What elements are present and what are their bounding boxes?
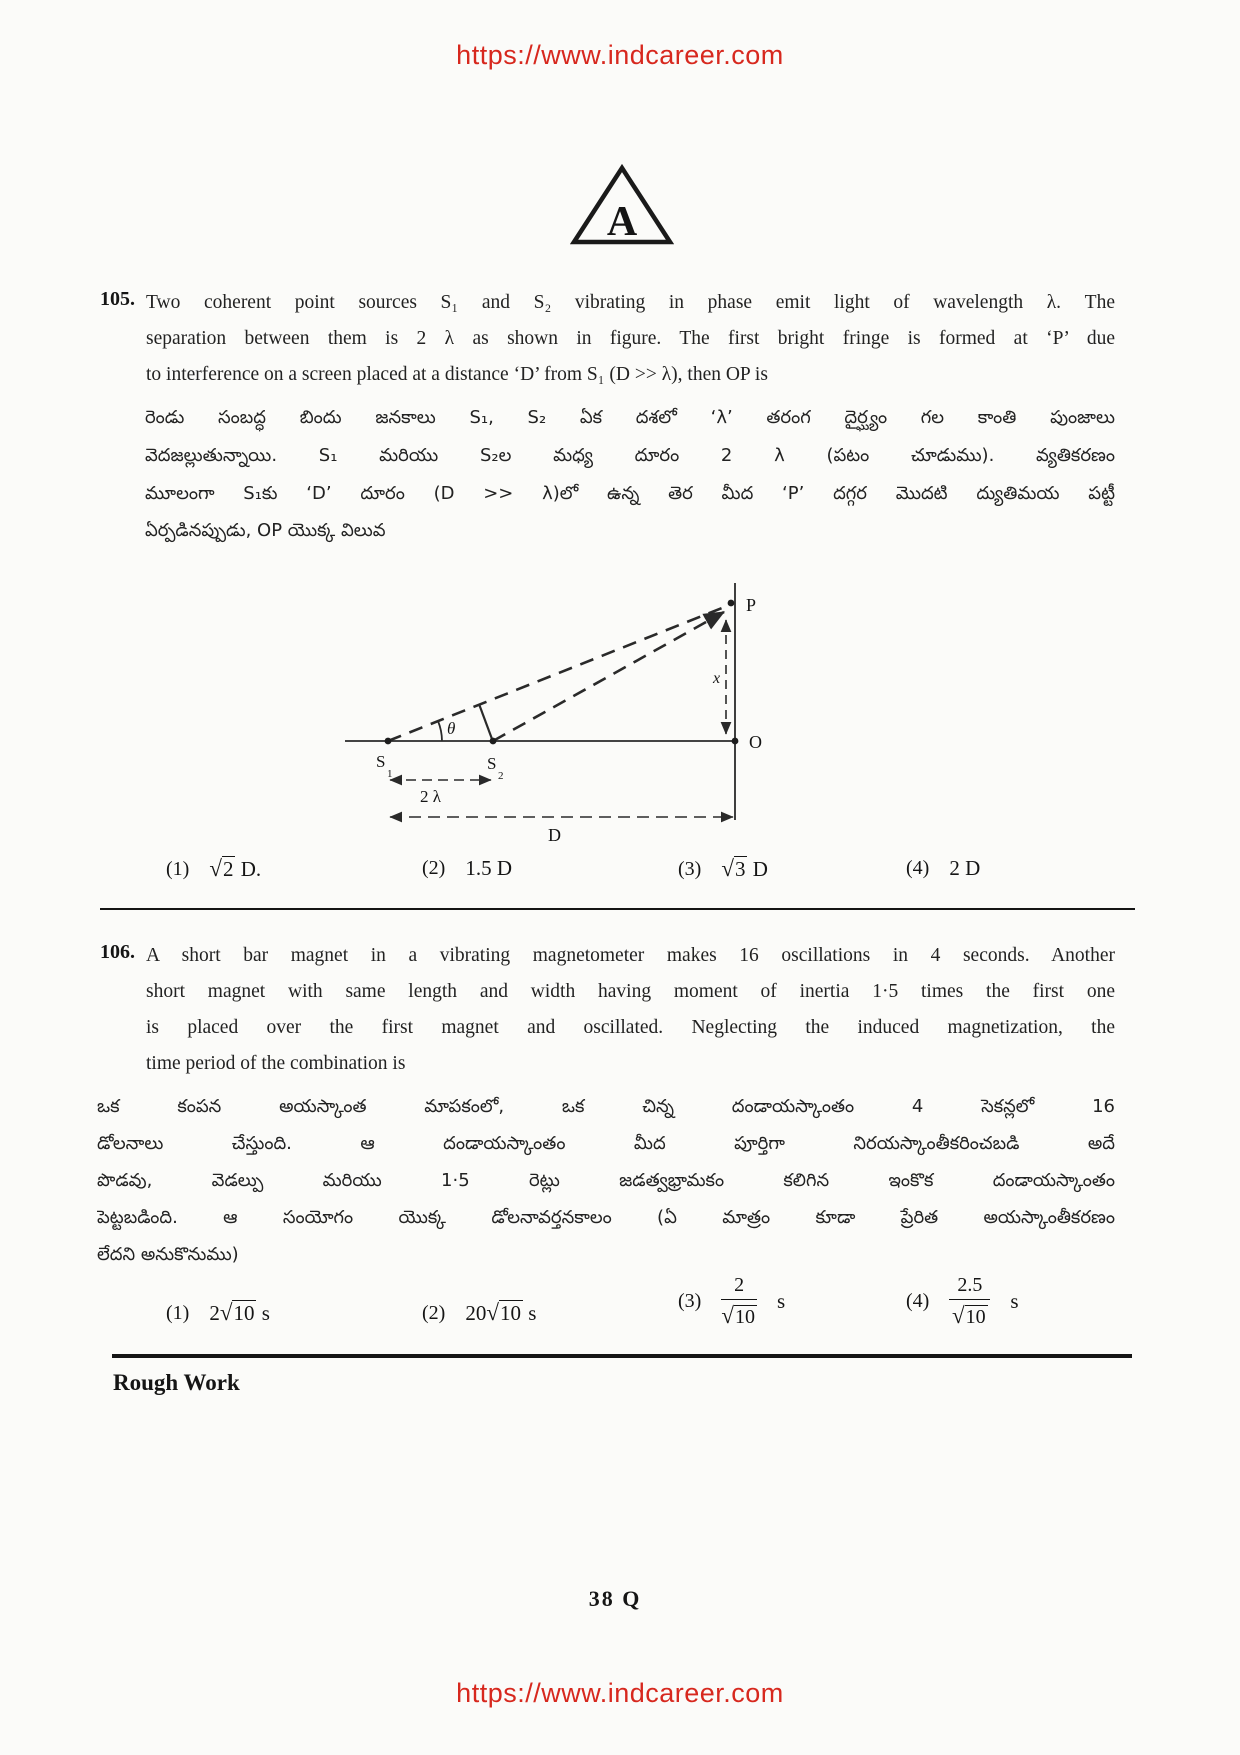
option-105-2 — [422, 856, 512, 881]
option-value: 2 D — [949, 856, 981, 880]
option-106-2 — [422, 1300, 536, 1326]
option-label: (4) — [906, 857, 930, 879]
label-gap-2lambda: 2 λ — [420, 787, 441, 806]
q105-english-line-1: Two coherent point sources S₁ and S₂ vibrating in phase emit light of wavelength λ. The — [146, 292, 1115, 313]
option-value: 20√10 s — [465, 1300, 537, 1325]
footer-url[interactable]: https://www.indcareer.com — [456, 1678, 784, 1708]
booklet-letter: A — [606, 199, 638, 245]
q106-english-line-2: short magnet with same length and width having moment of inertia 1·5 times the first one — [146, 981, 1115, 1002]
option-label: (1) — [166, 857, 190, 880]
option-value: $\frac{2}{√10}$ — [721, 1274, 755, 1328]
option-label: (3) — [678, 1289, 702, 1312]
label-s1: S — [376, 752, 386, 771]
label-p: P — [746, 595, 757, 615]
q105-english-line-3: to interference on a screen placed at a distance ‘D’ from S₁ (D >> λ), then OP is — [146, 364, 768, 385]
question-divider — [100, 908, 1135, 910]
header-url[interactable]: https://www.indcareer.com — [456, 40, 784, 70]
option-label: (4) — [906, 1289, 930, 1312]
label-s1-sub: 1 — [387, 768, 393, 780]
q106-number: 106. — [100, 941, 135, 963]
q105-telugu-line-2: వెదజల్లుతున్నాయి. S₁ మరియు S₂ల మధ్య దూరం 2 λ (పటం చూడుము). వ్యతికరణం — [145, 445, 1115, 466]
option-value: $\frac{2.5}{√10}$ — [949, 1274, 990, 1328]
q106-english-line-1: A short bar magnet in a vibrating magnetometer makes 16 oscillations in 4 seconds. Another — [146, 945, 1115, 966]
label-theta: θ — [447, 719, 456, 738]
page-number: 38 Q — [588, 1586, 642, 1611]
figure-drawing — [345, 583, 738, 820]
rough-work-rule — [112, 1354, 1132, 1358]
rough-work-label: Rough Work — [113, 1370, 240, 1395]
label-x: x — [713, 670, 721, 687]
option-105-4 — [906, 856, 980, 881]
q106-telugu-line-5: లేదని అనుకొనుము) — [97, 1244, 239, 1265]
option-value: 1.5 D — [465, 856, 512, 880]
option-105-1 — [166, 856, 261, 882]
q106-telugu-line-2: డోలనాలు చేస్తుంది. ఆ దండాయస్కాంతం మీద పూర్తిగా నిరయస్కాంతీకరించబడి అదే — [97, 1133, 1115, 1154]
q106-english-line-3: is placed over the first magnet and oscillated. Neglecting the induced magnetization, the — [146, 1017, 1115, 1038]
q106-telugu-line-1: ఒక కంపన అయస్కాంత మాపకంలో, ఒక చిన్న దండాయస్కాంతం 4 సెకన్లలో 16 — [97, 1096, 1115, 1117]
option-106-1 — [166, 1300, 270, 1326]
option-label: (3) — [678, 857, 702, 880]
booklet-triangle — [570, 163, 674, 247]
option-value: √3 D — [721, 856, 768, 881]
option-label: (2) — [422, 857, 446, 879]
option-unit: s — [1010, 1288, 1019, 1313]
option-106-3 — [678, 1274, 785, 1328]
q106-telugu-line-3: పొడవు, వెడల్పు మరియు 1·5 రెట్లు జడత్వభ్రామకం కలిగిన ఇంకొక దండాయస్కాంతం — [97, 1170, 1115, 1191]
label-s2-sub: 2 — [498, 770, 504, 782]
q105-telugu-line-4: ఏర్పడినప్పుడు, OP యొక్క విలువ — [145, 520, 386, 541]
label-s2: S — [487, 754, 497, 773]
q105-english-line-2: separation between them is 2 λ as shown in figure. The first bright fringe is formed at ‘P’ due — [146, 328, 1115, 349]
q105-number: 105. — [100, 288, 135, 310]
option-106-4 — [906, 1274, 1019, 1328]
q105-telugu-line-1: రెండు సంబద్ధ బిందు జనకాలు S₁, S₂ ఏక దశలో ‘λ’ తరంగ దైర్ఘ్యం గల కాంతి పుంజాలు — [145, 407, 1115, 428]
q105-telugu-line-3: మూలంగా S₁కు ‘D’ దూరం (D >> λ)లో ఉన్న తెర మీద ‘P’ దగ్గర మొదటి ద్యుతిమయ పట్టీ — [145, 483, 1115, 504]
option-unit: s — [776, 1288, 786, 1313]
q106-english-line-4: time period of the combination is — [146, 1053, 406, 1074]
q105-figure — [320, 570, 790, 870]
label-o: O — [749, 732, 762, 752]
q106-telugu-line-4: పెట్టబడింది. ఆ సంయోగం యొక్క డోలనావర్తనకాలం (ఏ మాత్రం కూడా ప్రేరిత అయస్కాంతీకరణం — [97, 1207, 1115, 1228]
option-value: 2√10 s — [209, 1300, 270, 1325]
option-value: √2 D. — [209, 856, 262, 881]
option-105-3 — [678, 856, 768, 882]
option-label: (2) — [422, 1301, 446, 1324]
option-label: (1) — [166, 1301, 190, 1324]
label-distance-d: D — [548, 825, 561, 845]
